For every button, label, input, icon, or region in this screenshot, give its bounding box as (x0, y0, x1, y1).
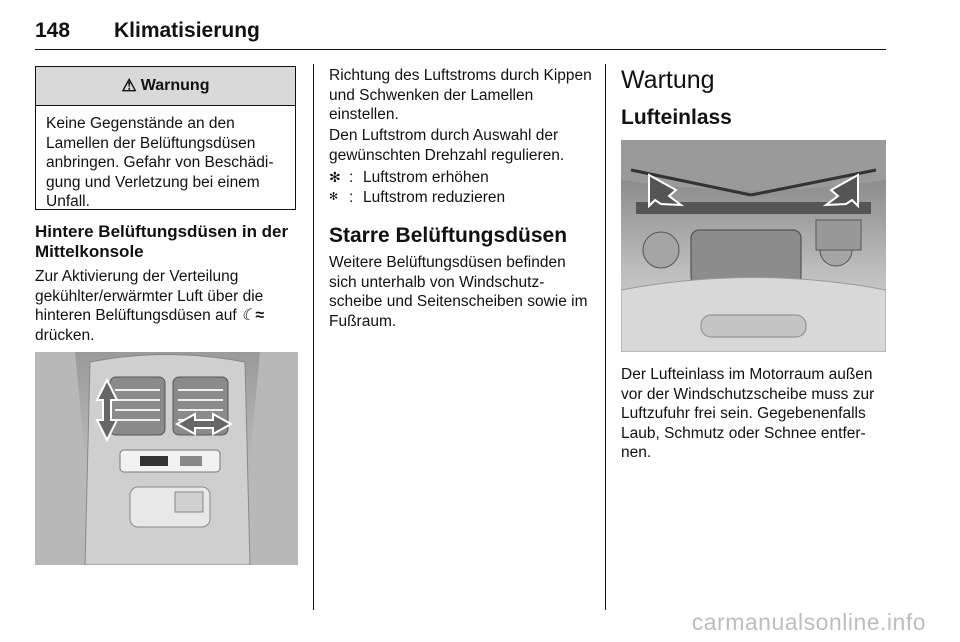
air-intake-illustration (621, 140, 886, 352)
warning-header (36, 67, 295, 106)
list-item-text: Luftstrom erhöhen (363, 169, 489, 186)
section-heading-rear-vents: Hintere Belüftungsdüsen in der Mittelkonsole (35, 222, 289, 261)
warning-box (35, 66, 296, 210)
fixed-vents-paragraph: Weitere Belüftungsdüsen befinden sich unterhalb von Windschutz-scheibe und Seitenscheiben sowie im Fußraum. (329, 254, 588, 330)
column-divider-1 (313, 64, 314, 610)
list-item (329, 168, 595, 188)
list-item-text: Luftstrom reduzieren (363, 188, 506, 206)
header-rule (35, 49, 886, 50)
section-subtitle-air-intake: Lufteinlass (621, 106, 732, 129)
air-intake-paragraph: Der Lufteinlass im Motorraum außen vor der Windschutzscheibe muss zur Luftzufuhr frei sein. Gegebenenfalls Laub, Schmutz oder Schnee entfer-nen. (621, 366, 875, 461)
list-separator: : (349, 169, 354, 186)
list-separator: : (349, 188, 354, 206)
seat-airflow-icon: ≈ (255, 307, 265, 324)
warning-text: Keine Gegenstände an den Lamellen der Belüftungsdüsen anbringen. Gefahr von Beschädi-gung und Verletzung bei einem Unfall. (46, 115, 274, 210)
page-number: 148 (35, 19, 71, 42)
chapter-title: Klimatisierung (114, 19, 260, 42)
rear-console-illustration (35, 352, 298, 565)
list-item (329, 188, 595, 208)
fan-low-icon: ✻ (329, 190, 339, 203)
warning-title: Warnung (140, 77, 210, 94)
fan-high-icon: ✻ (329, 169, 341, 185)
column-divider-2 (605, 64, 606, 610)
warning-icon: ⚠ (121, 76, 137, 95)
rear-vents-text-end: drücken. (35, 326, 95, 344)
fan-speed-list (329, 168, 595, 207)
air-distribution-icon: ☾ (240, 307, 256, 324)
section-title-maintenance: Wartung (621, 66, 715, 94)
rear-vents-paragraph (35, 267, 301, 345)
watermark: carmanualsonline.info (691, 609, 926, 635)
rear-vents-text: Zur Aktivierung der Verteilung gekühlter/erwärmter Luft über die hinteren Belüftungsdüsen auf (35, 268, 264, 324)
airflow-direction-paragraph: Richtung des Luftstroms durch Kippen und Schwenken der Lamellen einstellen. (329, 67, 592, 123)
section-heading-fixed-vents: Starre Belüftungsdüsen (329, 224, 568, 247)
airflow-speed-paragraph: Den Luftstrom durch Auswahl der gewünschten Drehzahl regulieren. (329, 127, 565, 164)
